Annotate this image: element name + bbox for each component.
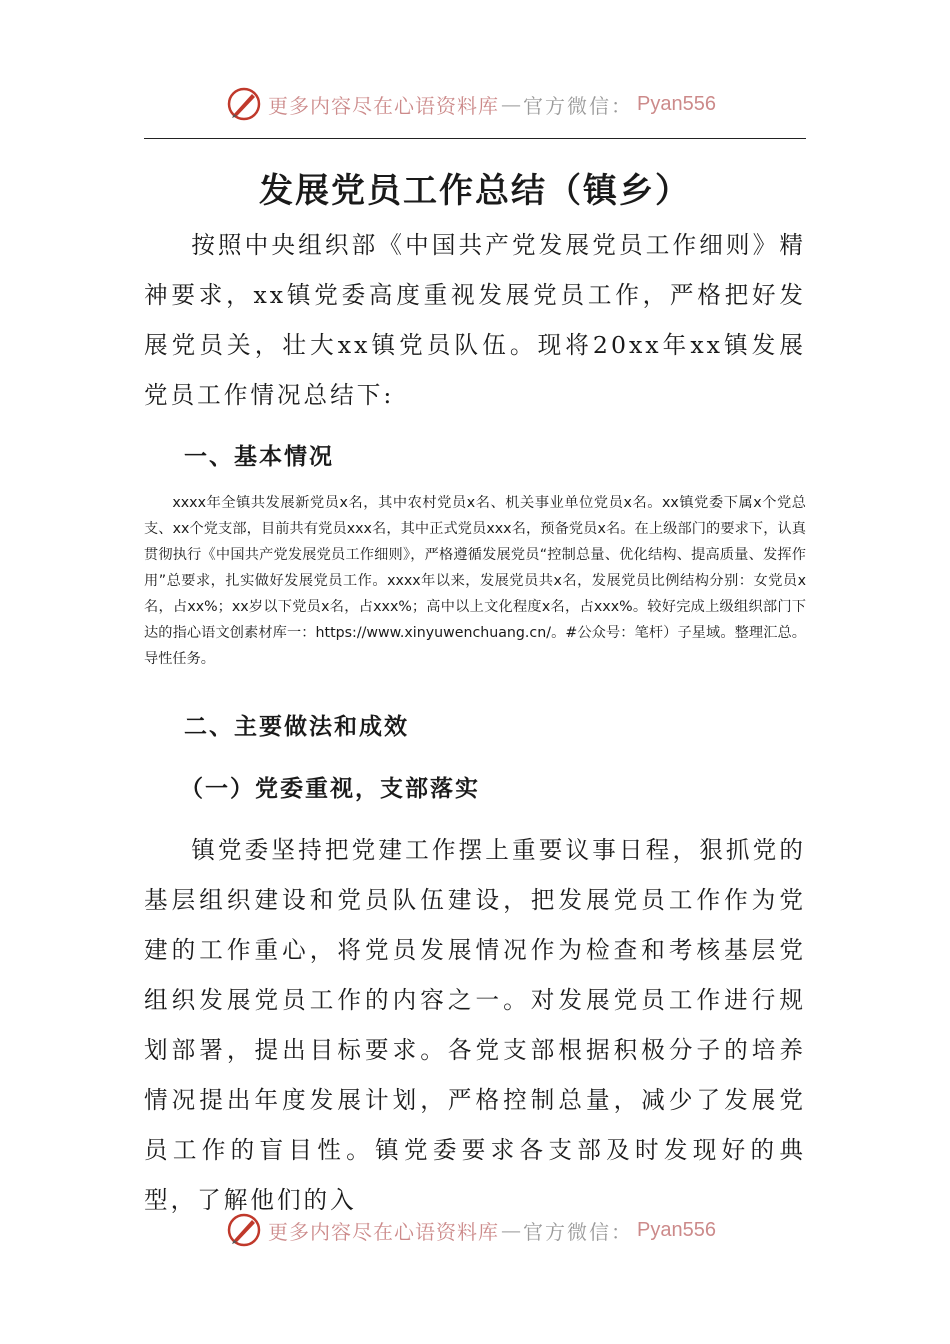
section2-heading: 二、主要做法和成效 — [184, 713, 409, 740]
subsection1-heading: （一）党委重视，支部落实 — [180, 775, 480, 802]
footer-watermark — [226, 1210, 716, 1250]
watermark-official: 官方微信： — [523, 93, 633, 118]
watermark-text: 更多内容尽在心语资料库 — [268, 93, 499, 118]
header-watermark — [226, 84, 716, 124]
section1-body: xxxx年全镇共发展新党员x名，其中农村党员x名、机关事业单位党员x名。xx镇党委下属x个党总支、xx个党支部，目前共有党员xxx名，其中正式党员xxx名，预备党员x名。在上级部门的要求下，认真贯彻执行《中国共产党发展党员工作细则》，严格遵循发展党员“控制总量、优化结构、提高质量、发挥作用”总要求，扎实做好发展党员工作。xxxx年以来，发展党员共x名，发展党员比例结构分别：女党员x名，占xx%；xx岁以下党员x名，占xxx%；高中以上文化程度x名，占xxx%。较好完成上级组织部门下达的指心语文创素材库一：https://www.xinyuwenchuang.cn/。#公众号：笔杆）子星域。整理汇总。导性任务。 — [144, 495, 806, 667]
watermark-wechat-id: Pyan556 — [637, 92, 716, 115]
watermark-wechat-id: Pyan556 — [637, 1218, 716, 1241]
watermark-separator: — — [501, 92, 521, 116]
watermark-text: 更多内容尽在心语资料库 — [268, 1219, 499, 1244]
watermark-official: 官方微信： — [523, 1219, 633, 1244]
section1-heading: 一、基本情况 — [184, 443, 334, 470]
watermark-separator: — — [501, 1218, 521, 1242]
pen-in-circle-icon — [226, 86, 262, 122]
document-title: 发展党员工作总结（镇乡） — [259, 170, 691, 211]
pen-in-circle-icon — [226, 1212, 262, 1248]
header-rule — [144, 138, 806, 139]
intro-paragraph: 按照中央组织部《中国共产党发展党员工作细则》精神要求，xx镇党委高度重视发展党员工作，严格把好发展党员关，壮大xx镇党员队伍。现将20xx年xx镇发展党员工作情况总结下: — [144, 231, 806, 409]
subsection1-body: 镇党委坚持把党建工作摆上重要议事日程，狠抓党的基层组织建设和党员队伍建设，把发展党员工作作为党建的工作重心，将党员发展情况作为检查和考核基层党组织发展党员工作的内容之一。对发展党员工作进行规划部署，提出目标要求。各党支部根据积极分子的培养情况提出年度发展计划，严格控制总量，减少了发展党员工作的盲目性。镇党委要求各支部及时发现好的典型，了解他们的入 — [144, 836, 806, 1214]
